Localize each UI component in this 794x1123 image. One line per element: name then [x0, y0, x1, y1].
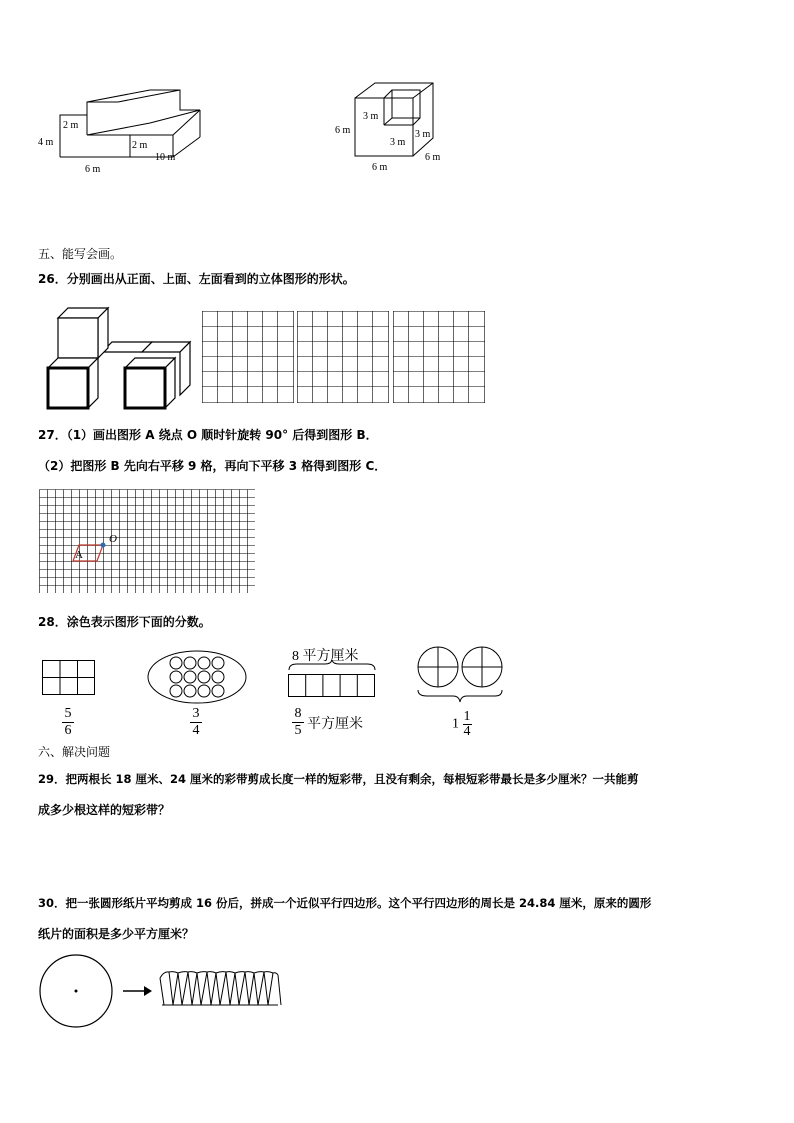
small-circle [212, 657, 224, 669]
point-o [101, 543, 106, 548]
q29-line1: 29．把两根长 18 厘米、24 厘米的彩带剪成长度一样的短彩带，且没有剩余，每根短彩带最长是多少厘米？一共能剪 [38, 772, 639, 786]
rotation-grid [39, 489, 255, 593]
label-step2-2m: 2 m [132, 140, 148, 151]
fraction-numerator: 5 [64, 706, 72, 721]
label-4m: 4 m [38, 137, 54, 148]
fraction-denominator: 4 [192, 723, 200, 738]
cube-notch-figure [330, 75, 460, 180]
circle-center [75, 990, 78, 993]
area-label-8cm2: 8 平方厘米 [292, 649, 359, 664]
small-circle [170, 657, 182, 669]
fraction-two-circles [415, 646, 507, 706]
fraction-numerator: 8 [294, 706, 302, 721]
fraction-3-4 [186, 706, 206, 739]
small-circle [212, 685, 224, 697]
view-grid-left [393, 311, 485, 403]
label-3m-side: 3 m [415, 129, 431, 140]
point-o-label: O [109, 533, 117, 545]
stair-prism-figure [30, 80, 230, 180]
q26-text: 26．分别画出从正面、上面、左面看到的立体图形的形状。 [38, 272, 355, 286]
label-3m-top: 3 m [363, 111, 379, 122]
label-6m: 6 m [85, 164, 101, 175]
arrow-right-icon [123, 986, 152, 996]
fraction-denominator: 4 [463, 724, 471, 739]
q29-line2: 成多少根这样的短彩带？ [38, 803, 171, 817]
small-circle [198, 685, 210, 697]
q27-line2: （2）把图形 B 先向右平移 9 格，再向下平移 3 格得到图形 C． [38, 459, 387, 473]
cube-stack-figure [40, 300, 200, 415]
section5-title: 五、能写会画。 [38, 247, 123, 261]
shape-a-label: A [75, 549, 83, 561]
q30-line2: 纸片的面积是多少平方厘米？ [38, 927, 195, 941]
fraction-rect-six [42, 660, 96, 696]
q28-text: 28．涂色表示图形下面的分数。 [38, 615, 211, 629]
label-step-2m: 2 m [63, 120, 79, 131]
small-circle [184, 685, 196, 697]
mixed-number-1-1-4 [452, 710, 472, 739]
small-circle [170, 685, 182, 697]
small-circle [212, 671, 224, 683]
view-grid-front [202, 311, 294, 403]
fraction-denominator: 5 [294, 723, 302, 738]
fraction-numerator: 3 [192, 706, 200, 721]
fraction-unit: 平方厘米 [307, 717, 363, 732]
fraction-numerator: 1 [463, 709, 471, 724]
circle-to-parallelogram [38, 953, 288, 1029]
label-10m: 10 m [155, 152, 176, 163]
approx-parallelogram [160, 972, 281, 1005]
small-circle [170, 671, 182, 683]
fraction-circles-oval [147, 649, 247, 705]
fraction-denominator: 6 [64, 723, 72, 738]
view-grid-top [297, 311, 389, 403]
section6-title: 六、解决问题 [38, 745, 111, 759]
mixed-whole: 1 [452, 716, 459, 732]
label-3m-inner: 3 m [390, 137, 406, 148]
small-circle [184, 657, 196, 669]
q30-line1: 30．把一张圆形纸片平均剪成 16 份后，拼成一个近似平行四边形。这个平行四边形的周长是 24.84 厘米，原来的圆形 [38, 896, 652, 910]
small-circle [184, 671, 196, 683]
fraction-8-5 [290, 706, 306, 739]
fraction-strip-five [287, 660, 377, 698]
small-circle [198, 671, 210, 683]
label-6m-width: 6 m [372, 162, 388, 173]
fraction-5-6 [58, 706, 78, 739]
q27-line1: 27．（1）画出图形 A 绕点 O 顺时针旋转 90° 后得到图形 B． [38, 428, 378, 442]
small-circle [198, 657, 210, 669]
label-6m-depth: 6 m [425, 152, 441, 163]
label-6m-height: 6 m [335, 125, 351, 136]
